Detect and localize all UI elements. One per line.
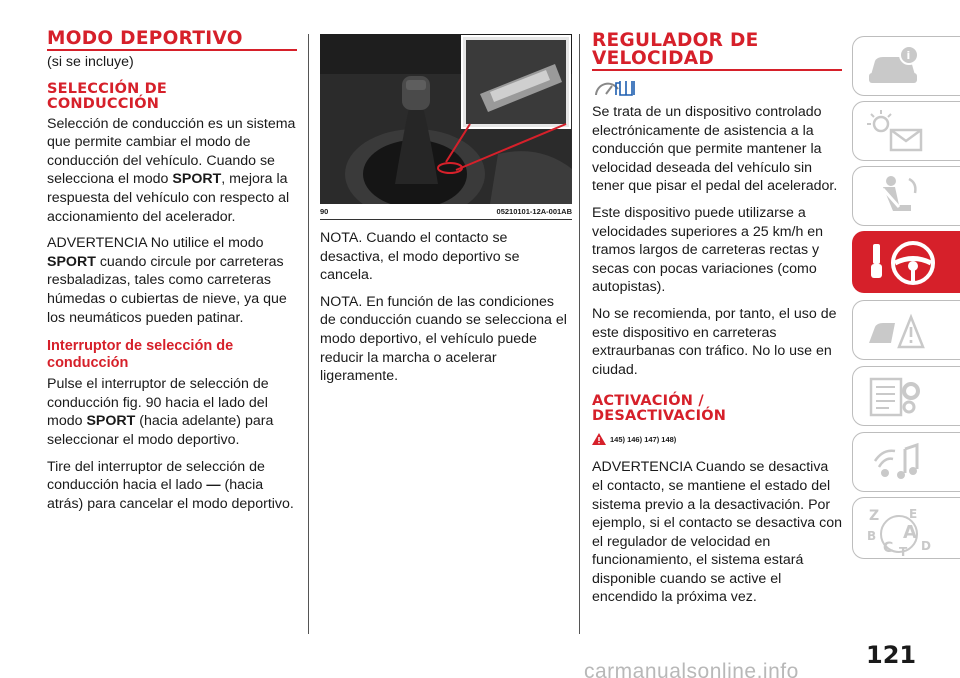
paragraph-regulador-3: No se recomienda, por tanto, el uso de este dispositivo en carreteras extraurbanas con tráfico. No lo use en ciudad. xyxy=(592,305,837,378)
heading-interruptor: Interruptor de selección de conducción xyxy=(47,338,234,372)
heading-seleccion-conduccion: SELECCIÓN DE CONDUCCIÓN xyxy=(47,80,168,112)
figure-code: 05210101-12A-001AB xyxy=(496,207,572,216)
steering-wheel-key-icon xyxy=(865,238,935,288)
multimedia-icon xyxy=(865,439,925,485)
warning-lights-icon xyxy=(865,108,925,154)
svg-text:B: B xyxy=(867,529,877,543)
warning-triangle-icon xyxy=(592,433,606,445)
safety-seatbelt-icon xyxy=(865,173,925,219)
column-middle xyxy=(320,34,572,386)
paragraph-advertencia-contacto: ADVERTENCIA Cuando se desactiva el contacto, se mantiene el estado del sistema previo a la desactivación. Por ejemplo, si el contacto se desactiva con el regulador de velocidad en funcionamiento, el sistema estará disponible cuando se active el encendido la próxima vez. xyxy=(592,459,842,606)
page-number: 121 xyxy=(866,641,917,669)
svg-text:C: C xyxy=(883,540,894,556)
column-right xyxy=(592,32,842,607)
gear-shift-photo-icon xyxy=(320,34,572,204)
svg-text:i: i xyxy=(906,49,911,62)
watermark: carmanualsonline.info xyxy=(584,660,799,678)
tab-emergency[interactable] xyxy=(852,300,960,360)
paragraph-pulse: Pulse el interruptor de selección de conducción fig. 90 hacia el lado del modo SPORT (hacia adelante) para seleccionar el modo deportivo. xyxy=(47,376,274,448)
subtitle: (si se incluye) xyxy=(47,54,134,70)
maintenance-icon xyxy=(865,373,925,419)
cruise-control-icon xyxy=(592,77,842,99)
svg-text:E: E xyxy=(909,507,918,521)
tab-safety[interactable] xyxy=(852,166,960,226)
column-divider-2 xyxy=(579,34,580,634)
column-left xyxy=(47,30,297,513)
tab-maintenance[interactable] xyxy=(852,366,960,426)
tab-starting-driving[interactable] xyxy=(852,231,960,293)
tab-car-info[interactable] xyxy=(852,36,960,96)
section-title-regulador: REGULADOR DE VELOCIDAD xyxy=(592,30,759,69)
column-divider-1 xyxy=(308,34,309,634)
warning-references: 145) 146) 147) 148) xyxy=(592,432,842,446)
paragraph-advertencia: ADVERTENCIA No utilice el modo SPORT cuando circule por carreteras resbaladizas, tales como carreteras húmedas o cubiertas de nieve, ya que los neumáticos pueden patinar. xyxy=(47,235,287,326)
paragraph-nota-2: NOTA. En función de las condiciones de conducción cuando se selecciona el modo deportivo, el vehículo puede reducir la marcha o acelerar ligeramente. xyxy=(320,293,567,385)
paragraph-regulador-1: Se trata de un dispositivo controlado electrónicamente de asistencia a la conducción que permite mantener la velocidad deseada del vehículo sin tener que pisar el pedal del acelerador. xyxy=(592,104,838,195)
svg-text:A: A xyxy=(903,522,917,543)
paragraph-tire: Tire del interruptor de selección de conducción hacia el lado — (hacia atrás) para cancelar el modo deportivo. xyxy=(47,458,294,512)
svg-text:D: D xyxy=(921,539,931,553)
car-emergency-icon xyxy=(865,307,925,353)
heading-activacion: ACTIVACIÓN / DESACTIVACIÓN xyxy=(592,393,727,425)
section-title-modo-deportivo: MODO DEPORTIVO xyxy=(47,28,243,49)
tab-multimedia[interactable] xyxy=(852,432,960,492)
paragraph-regulador-2: Este dispositivo puede utilizarse a velocidades superiores a 25 km/h en tramos largos de carreteras rectas y secas con pocas variaciones (como autopistas). xyxy=(592,204,824,296)
title-underline xyxy=(47,49,297,51)
alphabetical-index-icon xyxy=(865,504,935,558)
paragraph-seleccion: Selección de conducción es un sistema que permite cambiar el modo de conducción del vehículo. Cuando se selecciona el modo SPORT, mejora la respuesta del vehículo con respecto al accionamiento del acelerador. xyxy=(47,115,296,225)
tab-alphabetical-index[interactable] xyxy=(852,497,960,559)
paragraph-nota-1: NOTA. Cuando el contacto se desactiva, el modo deportivo se cancela. xyxy=(320,230,520,284)
svg-text:Z: Z xyxy=(869,508,880,524)
tab-warning-lights[interactable] xyxy=(852,101,960,161)
car-info-icon xyxy=(865,43,925,89)
figure-number: 90 xyxy=(320,207,329,216)
figure-gear-selector xyxy=(320,34,572,204)
svg-text:T: T xyxy=(899,545,908,558)
title-underline xyxy=(592,69,842,71)
figure-caption xyxy=(320,204,572,220)
